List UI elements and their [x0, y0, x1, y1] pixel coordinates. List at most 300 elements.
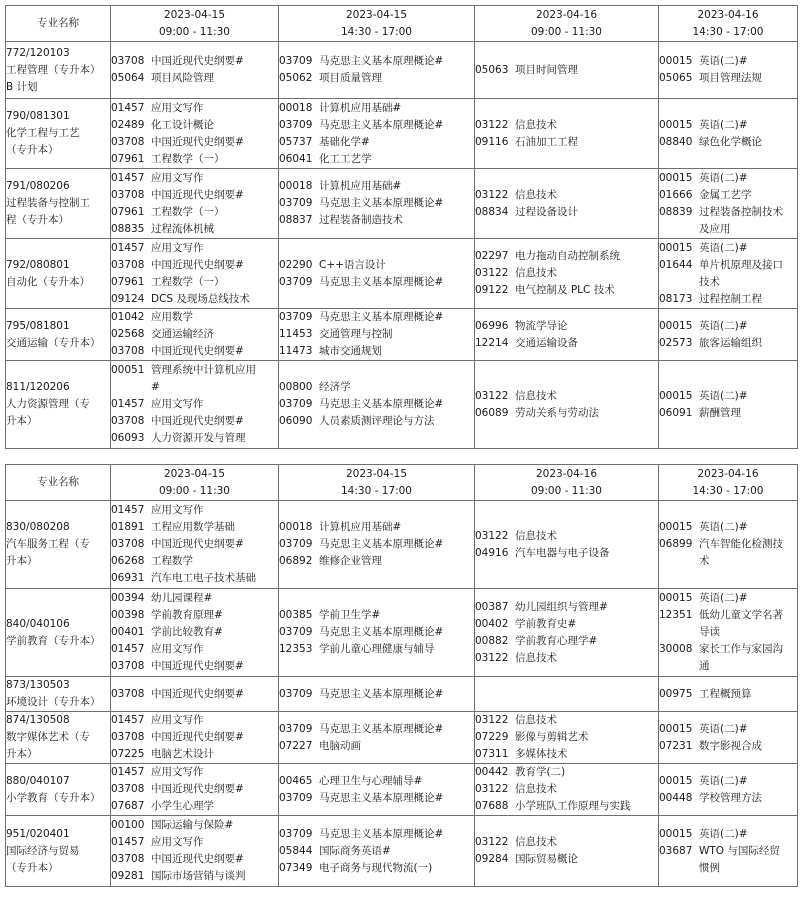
course-name: 英语(二)# [699, 118, 748, 131]
course-entry [659, 536, 797, 553]
course-name: 电气控制及 PLC 技术 [515, 284, 615, 296]
session-cell [475, 309, 659, 361]
course-code: 01457 [111, 101, 145, 114]
course-code: 09281 [111, 870, 145, 882]
course-name: 英语(二)# [699, 389, 748, 402]
course-code: 08835 [111, 222, 145, 235]
session-cell [659, 589, 798, 677]
course-entry [279, 624, 474, 641]
course-code: 08839 [659, 205, 693, 218]
course-name: 学前儿童心理健康与辅导 [319, 643, 435, 655]
course-entry [659, 274, 797, 291]
major-code: 873/130503 [6, 679, 70, 691]
course-code: 03709 [279, 55, 313, 67]
session-time: 09:00 - 11:30 [159, 484, 230, 497]
course-code: 08173 [659, 292, 693, 305]
table-row [6, 677, 798, 712]
course-code: 07961 [111, 205, 145, 218]
course-name: 马克思主义基本原理概论# [319, 197, 444, 209]
course-entry [659, 170, 797, 187]
session-cell [279, 169, 475, 239]
course-code: 07961 [111, 275, 145, 288]
course-name: 信息技术 [515, 714, 557, 726]
course-entry [279, 519, 474, 536]
course-name: 小学班队工作原理与实践 [515, 800, 631, 812]
course-code: 03708 [111, 135, 145, 148]
course-name: 应用文写作 [151, 241, 204, 254]
session-cell [475, 42, 659, 99]
course-entry [659, 519, 797, 536]
major-code: 840/040106 [6, 617, 70, 630]
session-cell [111, 361, 279, 449]
course-name: 应用文写作 [151, 766, 204, 778]
major-code: 880/040107 [6, 774, 70, 787]
course-name: 英语(二)# [699, 827, 748, 840]
course-name: 信息技术 [515, 836, 557, 848]
session-header [475, 6, 659, 42]
session-cell [111, 816, 279, 887]
session-cell [279, 239, 475, 309]
major-name: B 计划 [6, 80, 38, 93]
course-name: 交通运输设备 [515, 336, 578, 349]
course-entry [111, 187, 278, 204]
course-code: 00387 [475, 600, 509, 613]
course-name: 幼儿园组织与管理# [515, 600, 608, 613]
course-entry [111, 519, 278, 536]
course-code: 30008 [659, 643, 693, 655]
course-code: 05062 [279, 72, 313, 84]
course-name: 经济学 [319, 381, 351, 393]
course-name: 基础化学# [319, 135, 370, 148]
course-name: 薪酬管理 [699, 406, 741, 419]
course-entry [111, 658, 278, 675]
major-name: 汽车服务工程（专 [6, 538, 90, 550]
course-entry [659, 318, 797, 335]
table-row [6, 712, 798, 764]
course-entry [659, 53, 797, 70]
course-name: 国际商务英语# [319, 844, 391, 857]
course-code: 00015 [659, 241, 693, 254]
course-entry [475, 798, 658, 815]
course-code: 03122 [475, 118, 509, 131]
major-code: 951/020401 [6, 827, 70, 840]
course-entry [475, 781, 658, 798]
course-code: 07349 [279, 861, 313, 874]
course-name: 学前教育心理学# [515, 634, 598, 647]
course-entry [111, 686, 278, 703]
course-code: 03709 [279, 722, 313, 735]
course-code: 07229 [475, 731, 509, 743]
course-name: 马克思主义基本原理概论# [319, 275, 444, 288]
course-entry [279, 151, 474, 168]
major-cell [6, 677, 111, 712]
course-entry [111, 240, 278, 257]
course-code: 09124 [111, 292, 145, 305]
course-code: 04916 [475, 546, 509, 559]
course-entry [111, 170, 278, 187]
course-entry [659, 658, 797, 675]
course-code: 06093 [111, 432, 145, 444]
course-code [659, 624, 699, 641]
session-header [279, 465, 475, 501]
course-code: 00882 [475, 634, 509, 647]
course-entry [111, 151, 278, 168]
course-name: 英语(二)# [699, 774, 748, 787]
session-header [659, 465, 798, 501]
course-name: 应用数学 [151, 311, 193, 323]
course-entry [111, 624, 278, 641]
session-cell [659, 361, 798, 449]
course-name: 计算机应用基础# [319, 521, 402, 533]
course-entry [111, 553, 278, 570]
course-entry [279, 396, 474, 413]
course-entry [111, 641, 278, 658]
course-entry [279, 860, 474, 877]
course-entry [279, 379, 474, 396]
session-cell [111, 712, 279, 764]
course-entry [111, 570, 278, 587]
course-name: 工程数学 [151, 555, 193, 567]
course-entry [111, 413, 278, 430]
course-code: 00018 [279, 101, 313, 114]
major-cell [6, 589, 111, 677]
major-header: 专业名称 [6, 465, 111, 501]
session-cell [111, 764, 279, 816]
major-code: 874/130508 [6, 714, 70, 726]
course-entry [279, 536, 474, 553]
session-cell [279, 99, 475, 169]
course-name: 国际运输与保险# [151, 819, 234, 831]
table-row [6, 42, 798, 99]
course-code: 03687 [659, 844, 693, 857]
course-name: 绿色化学概论 [699, 135, 762, 148]
course-code: 06041 [279, 152, 313, 165]
course-entry [111, 343, 278, 360]
course-entry [279, 212, 474, 229]
course-entry [659, 607, 797, 624]
course-entry [659, 826, 797, 843]
course-name: 影像与剪辑艺术 [515, 731, 589, 743]
session-header [659, 6, 798, 42]
course-name: 工程数学（一） [151, 205, 225, 218]
session-cell [279, 42, 475, 99]
course-entry [659, 773, 797, 790]
major-header: 专业名称 [6, 6, 111, 42]
course-code: 03122 [475, 651, 509, 664]
session-cell [475, 712, 659, 764]
course-name: 应用文写作 [151, 714, 204, 726]
course-name: 过程控制工程 [699, 292, 762, 305]
course-name: 工程应用数学基础 [151, 521, 235, 533]
course-entry [279, 274, 474, 291]
major-cell [6, 239, 111, 309]
course-code: 03709 [279, 827, 313, 840]
major-cell [6, 361, 111, 449]
course-code: 00448 [659, 791, 693, 804]
major-name: 升本） [6, 748, 38, 760]
course-code: 03708 [111, 538, 145, 550]
course-name: 术 [699, 555, 710, 567]
session-date: 2023-04-16 [535, 8, 598, 21]
course-name: 劳动关系与劳动法 [515, 406, 599, 419]
course-entry [659, 291, 797, 308]
course-entry [111, 362, 278, 379]
course-name: 项目管理法规 [699, 72, 762, 84]
course-entry [659, 70, 797, 87]
course-entry [659, 738, 797, 755]
course-code [659, 221, 699, 238]
course-name: 马克思主义基本原理概论# [319, 311, 444, 323]
course-name: 马克思主义基本原理概论# [319, 118, 444, 131]
course-code: 02568 [111, 328, 145, 340]
course-code: 03709 [279, 118, 313, 131]
course-entry [659, 860, 797, 877]
course-entry [279, 343, 474, 360]
course-entry [659, 843, 797, 860]
course-code: 03122 [475, 267, 509, 279]
course-entry [659, 240, 797, 257]
course-name: 维修企业管理 [319, 555, 382, 567]
course-code: 01457 [111, 398, 145, 410]
course-name: 过程装备制造技术 [319, 214, 403, 226]
course-entry [659, 187, 797, 204]
course-code: 06996 [475, 319, 509, 332]
course-code: 00975 [659, 687, 693, 700]
course-code: 03708 [111, 853, 145, 865]
course-code: 03708 [111, 258, 145, 271]
course-name: 应用文写作 [151, 643, 204, 655]
table-row [6, 309, 798, 361]
course-code: 00015 [659, 774, 693, 787]
course-entry [475, 599, 658, 616]
course-code: 11453 [279, 328, 313, 340]
course-entry [111, 100, 278, 117]
course-code: 07231 [659, 739, 693, 752]
course-name: 英语(二)# [699, 241, 748, 254]
course-entry [279, 843, 474, 860]
course-name: 计算机应用基础# [319, 101, 402, 114]
course-name: 物流学导论 [515, 319, 568, 332]
session-header [111, 465, 279, 501]
course-name: 幼儿园课程# [151, 592, 213, 604]
course-code: 06089 [475, 406, 509, 419]
course-name: 英语(二)# [699, 722, 748, 735]
major-name: 学前教育（专升本） [6, 634, 101, 647]
course-name: 英语(二)# [699, 521, 748, 533]
course-code: 12351 [659, 609, 693, 621]
course-entry [111, 781, 278, 798]
course-code: 03709 [279, 791, 313, 804]
course-code: 08837 [279, 214, 313, 226]
session-date: 2023-04-15 [163, 8, 226, 21]
course-code: 03122 [475, 783, 509, 795]
course-entry [111, 309, 278, 326]
course-entry [111, 764, 278, 781]
session-cell [279, 677, 475, 712]
session-cell [279, 712, 475, 764]
course-code: 06090 [279, 415, 313, 427]
course-code: 07225 [111, 748, 145, 760]
session-date: 2023-04-15 [163, 467, 226, 480]
course-name: 马克思主义基本原理概论# [319, 626, 444, 638]
course-entry [279, 641, 474, 658]
course-name: 电脑艺术设计 [151, 748, 214, 760]
course-name: 小学生心理学 [151, 800, 214, 812]
course-name: 数字影视合成 [699, 739, 762, 752]
course-code [111, 379, 151, 396]
course-name: 化工工艺学 [319, 152, 372, 165]
course-code: 02290 [279, 258, 313, 271]
course-entry [279, 70, 474, 87]
course-name: 旅客运输组织 [699, 336, 762, 349]
major-cell [6, 169, 111, 239]
course-entry [279, 53, 474, 70]
session-cell [475, 677, 659, 712]
course-entry [659, 721, 797, 738]
course-entry [111, 274, 278, 291]
course-entry [475, 318, 658, 335]
course-entry [475, 764, 658, 781]
course-name: 教育学(二) [515, 766, 566, 778]
session-cell [659, 239, 798, 309]
course-code: 00385 [279, 609, 313, 621]
course-entry [475, 405, 658, 422]
course-code: 00800 [279, 381, 313, 393]
major-code: 791/080206 [6, 180, 70, 192]
course-code: 03708 [111, 345, 145, 357]
course-entry [111, 607, 278, 624]
course-name: 信息技术 [515, 651, 557, 664]
header-row [6, 6, 798, 42]
course-code: 02573 [659, 336, 693, 349]
course-code: 03122 [475, 836, 509, 848]
course-code: 00465 [279, 774, 313, 787]
session-cell [659, 816, 798, 887]
course-code: 00018 [279, 521, 313, 533]
course-name: 中国近现代史纲要# [151, 687, 244, 700]
course-code: 03708 [111, 415, 145, 427]
course-name: 中国近现代史纲要# [151, 55, 244, 67]
table-row [6, 361, 798, 449]
course-name: 中国近现代史纲要# [151, 415, 244, 427]
course-entry [279, 790, 474, 807]
course-code: 08834 [475, 205, 509, 218]
course-entry [659, 790, 797, 807]
course-code: 01457 [111, 171, 145, 184]
course-code: 05737 [279, 135, 313, 148]
session-cell [111, 309, 279, 361]
major-name: 化学工程与工艺 [6, 127, 80, 139]
major-code: 772/120103 [6, 46, 70, 59]
session-header [111, 6, 279, 42]
course-code: 00015 [659, 827, 693, 840]
course-code: 05064 [111, 72, 145, 84]
session-cell [475, 361, 659, 449]
course-entry [279, 413, 474, 430]
course-code [659, 658, 699, 675]
course-name: 汽车智能化检测技 [699, 538, 783, 550]
course-code: 00018 [279, 180, 313, 192]
course-name: 单片机原理及接口 [699, 258, 783, 271]
session-cell [659, 309, 798, 361]
course-code: 03122 [475, 188, 509, 201]
session-time: 14:30 - 17:00 [692, 25, 764, 38]
course-code [659, 860, 699, 877]
session-cell [475, 501, 659, 589]
course-code: 03708 [111, 687, 145, 700]
major-cell [6, 764, 111, 816]
session-date: 2023-04-15 [345, 467, 408, 480]
course-entry [111, 326, 278, 343]
course-entry [475, 204, 658, 221]
course-name: WTO 与国际经贸 [699, 844, 780, 857]
course-name: 心理卫生与心理辅导# [319, 774, 423, 787]
session-time: 09:00 - 11:30 [531, 25, 602, 38]
course-name: 低幼儿童文学名著 [699, 609, 783, 621]
major-code: 795/081801 [6, 319, 70, 332]
session-time: 14:30 - 17:00 [341, 25, 412, 38]
course-entry [279, 117, 474, 134]
session-cell [279, 589, 475, 677]
course-entry [111, 221, 278, 238]
session-cell [279, 309, 475, 361]
course-entry [475, 650, 658, 667]
course-code: 12353 [279, 643, 313, 655]
session-cell [111, 501, 279, 589]
course-code: 05063 [475, 63, 509, 76]
course-code: 00015 [659, 592, 693, 604]
session-cell [475, 239, 659, 309]
course-code: 07227 [279, 739, 313, 752]
course-entry [659, 257, 797, 274]
course-name: 城市交通规划 [319, 345, 382, 357]
course-code: 03122 [475, 529, 509, 542]
course-code: 12214 [475, 336, 509, 349]
major-name: 程（专升本） [6, 214, 69, 226]
session-time: 09:00 - 11:30 [159, 25, 230, 38]
session-date: 2023-04-15 [345, 8, 408, 21]
course-entry [475, 616, 658, 633]
course-code: 00015 [659, 55, 693, 67]
course-code: 00442 [475, 766, 509, 778]
course-name: 国际贸易概论 [515, 853, 578, 865]
course-name: 电子商务与现代物流(一) [319, 861, 433, 874]
course-code: 03709 [279, 311, 313, 323]
course-name: # [151, 381, 160, 393]
session-cell [659, 99, 798, 169]
course-name: 应用文写作 [151, 171, 204, 184]
course-entry [279, 553, 474, 570]
course-name: 计算机应用基础# [319, 180, 402, 192]
course-name: 信息技术 [515, 783, 557, 795]
course-name: 汽车电器与电子设备 [515, 546, 610, 559]
table-row [6, 239, 798, 309]
course-name: 项目风险管理 [151, 72, 214, 84]
course-code: 11473 [279, 345, 313, 357]
course-code: 06899 [659, 538, 693, 550]
course-name: 信息技术 [515, 389, 557, 402]
session-cell [475, 99, 659, 169]
course-entry [475, 851, 658, 868]
course-entry [475, 834, 658, 851]
course-code: 07688 [475, 800, 509, 812]
major-name: 工程管理（专升本） [6, 63, 101, 76]
course-name: 马克思主义基本原理概论# [319, 722, 444, 735]
course-name: 工程数学（一） [151, 152, 225, 165]
course-name: 学前教育史# [515, 617, 577, 630]
major-name: 数字媒体艺术（专 [6, 731, 90, 743]
course-entry [279, 178, 474, 195]
